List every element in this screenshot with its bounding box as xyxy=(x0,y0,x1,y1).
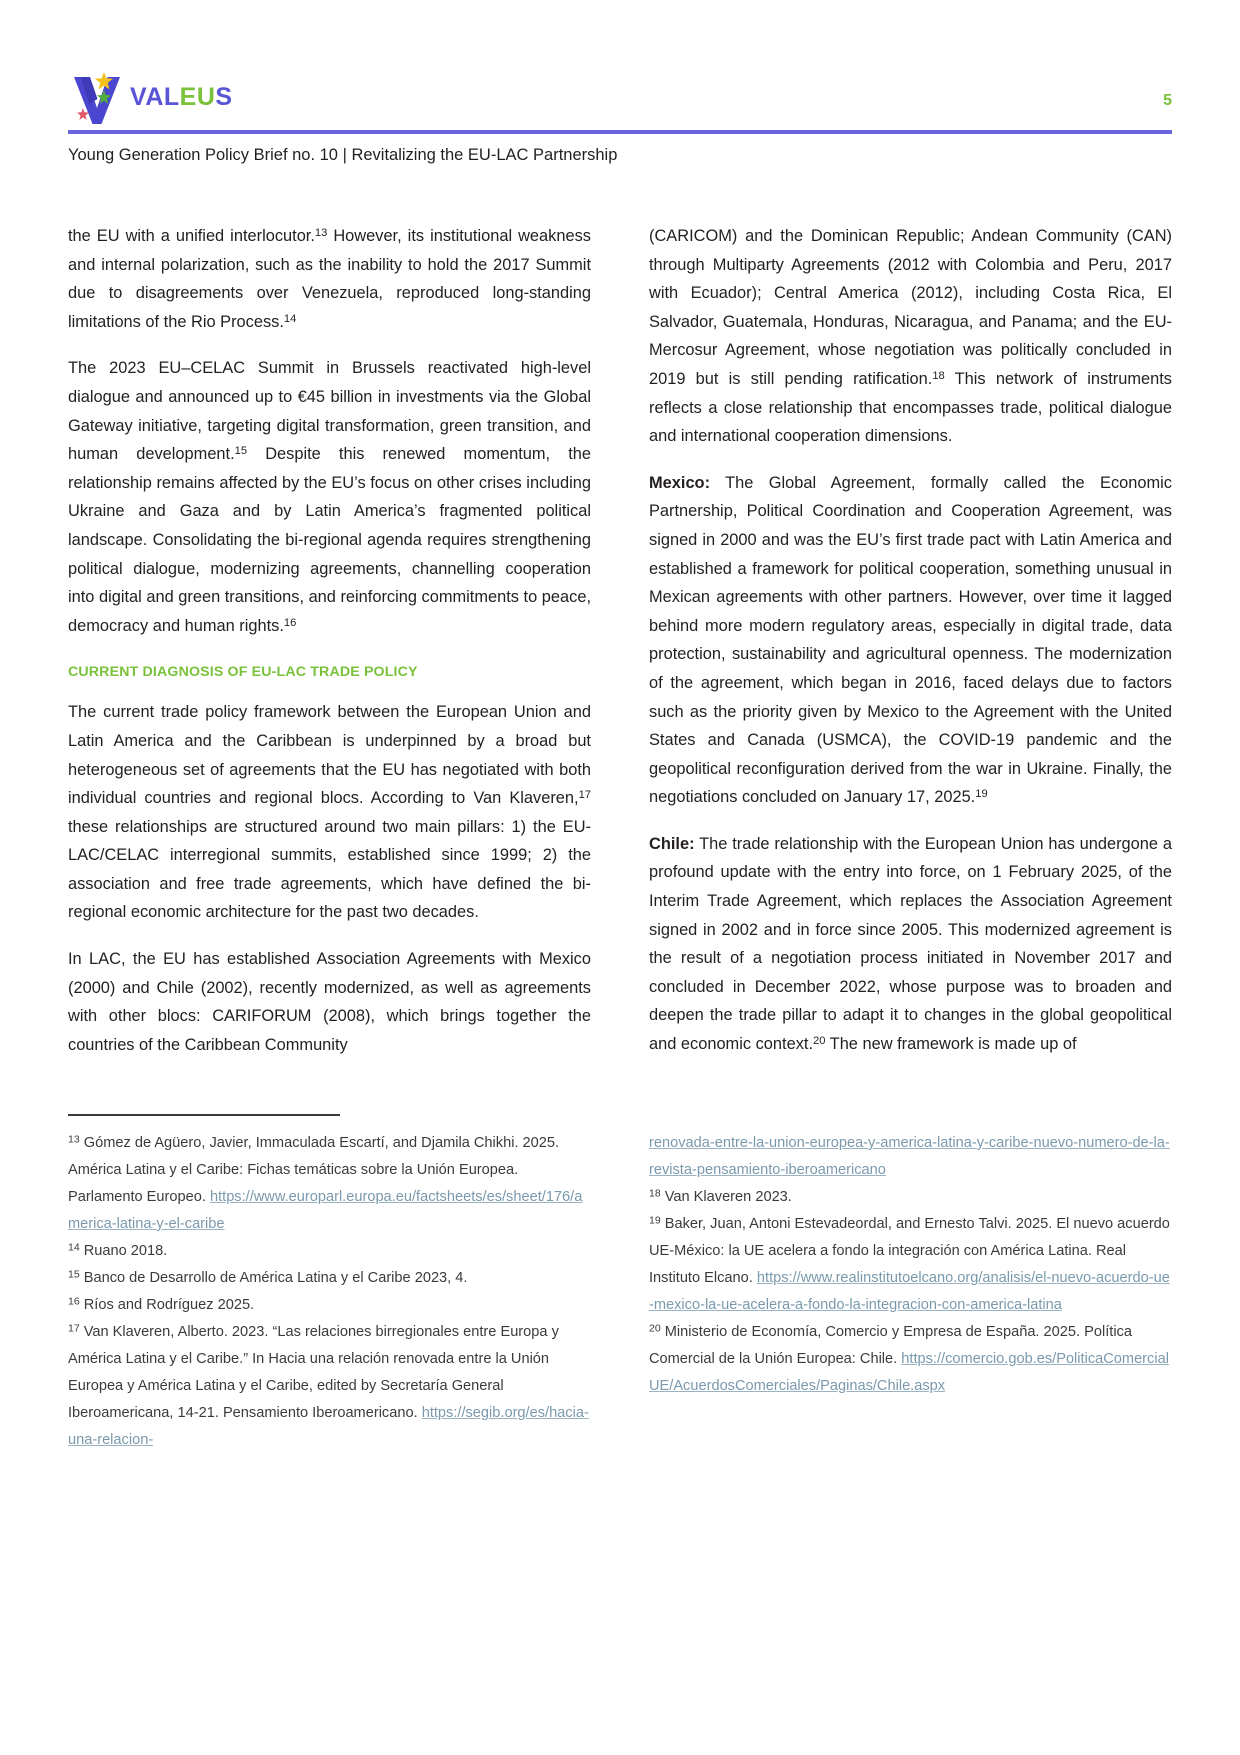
body-paragraph xyxy=(68,222,591,336)
right-column xyxy=(649,222,1172,1092)
text-run: This network of instruments reflects a close relationship that encompasses trade, political dialogue and international cooperation dimensions. xyxy=(649,369,1172,446)
body-paragraph xyxy=(68,354,591,640)
footnotes-right-column xyxy=(649,1108,1172,1454)
body-paragraph xyxy=(68,945,591,1059)
citation-link[interactable]: https://segib.org/es/hacia-una-relacion- xyxy=(68,1405,589,1448)
text-run: Baker, Juan, Antoni Estevadeordal, and Ernesto Talvi. 2025. El nuevo acuerdo UE-México: la UE acelera a fondo la integración con América Latina. Real Instituto Elcano. xyxy=(649,1216,1170,1286)
text-run: The Global Agreement, formally called the Economic Partnership, Political Coordination and Cooperation Agreement, was signed in 2000 and was the EU’s first trade pact with Latin America and established a framework for political cooperation, something unusual in Mexican agreements with other partners. However, over time it lagged behind more modern regulatory areas, especially in digital trade, data protection, sustainability and agricultural openness. The modernization of the agreement, which began in 2016, faced delays due to factors such as the priority given by Mexico to the Agreement with the United States and Canada (USMCA), the COVID-19 pandemic and the geopolitical reconfiguration derived from the war in Ukraine. Finally, the negotiations concluded on January 17, 2025. xyxy=(649,473,1172,807)
left-column xyxy=(68,222,591,1092)
citation-link[interactable]: renovada-entre-la-union-europea-y-america-latina-y-caribe-nuevo-numero-de-la-revista-pensamiento-iberoamericano xyxy=(649,1135,1170,1178)
footnote-reference: 20 xyxy=(813,1035,826,1048)
text-run: Van Klaveren, Alberto. 2023. “Las relaciones birregionales entre Europa y América Latina y el Caribe.” In Hacia una relación renovada entre la Unión Europea y América Latina y el Caribe, edited by Secretaría General Iberoamericana, 14-21. Pensamiento Iberoamericano. xyxy=(68,1324,559,1421)
footnote-entry xyxy=(649,1130,1172,1184)
text-run: The current trade policy framework between the European Union and Latin America and the Caribbean is underpinned by a broad but heterogeneous set of agreements that the EU has negotiated with both individual countries and regional blocs. According to Van Klaveren, xyxy=(68,703,591,808)
footnote-reference: 17 xyxy=(578,789,591,802)
text-run: The new framework is made up of xyxy=(825,1035,1077,1054)
text-run: these relationships are structured around two main pillars: 1) the EU-LAC/CELAC interregional summits, established since 1999; 2) the association and free trade agreements, which have defined the bi-regional economic architecture for the past two decades. xyxy=(68,817,591,922)
body-columns xyxy=(68,222,1172,1092)
footnote-reference: 14 xyxy=(68,1241,80,1254)
footnote-entry xyxy=(649,1211,1172,1319)
footnote-reference: 15 xyxy=(68,1268,80,1281)
footnote-reference: 13 xyxy=(314,226,328,239)
text-run: (CARICOM) and the Dominican Republic; Andean Community (CAN) through Multiparty Agreements (2012 with Colombia and Peru, 2017 with Ecuador); Central America (2012), including Costa Rica, El Salvador, Guatemala, Honduras, Nicaragua, and Panama; and the EU-Mercosur Agreement, whose negotiation was politically concluded in 2019 but is still pending ratification. xyxy=(649,227,1172,388)
logo-text-eu: EU xyxy=(179,82,216,111)
text-run: Ruano 2018. xyxy=(79,1243,168,1259)
right-column-paragraphs xyxy=(649,222,1172,1059)
footnote-reference: 15 xyxy=(234,445,248,458)
body-paragraph xyxy=(649,469,1172,812)
footnote-reference: 17 xyxy=(68,1322,80,1335)
paragraph-runin-label: Chile: xyxy=(649,834,695,853)
valeus-v-logo-icon xyxy=(68,68,126,126)
page-number: 5 xyxy=(1163,92,1172,109)
body-paragraph xyxy=(649,222,1172,451)
paragraph-runin-label: Mexico: xyxy=(649,473,711,492)
text-run: Banco de Desarrollo de América Latina y el Caribe 2023, 4. xyxy=(79,1270,468,1286)
section-heading: CURRENT DIAGNOSIS OF EU-LAC TRADE POLICY xyxy=(68,664,418,681)
footnote-list-left xyxy=(68,1130,591,1454)
body-paragraph xyxy=(649,830,1172,1059)
citation-link[interactable]: https://comercio.gob.es/PoliticaComercialUE/AcuerdosComerciales/Paginas/Chile.aspx xyxy=(649,1351,1169,1394)
logo-text-s: S xyxy=(215,82,233,111)
footnote-reference: 19 xyxy=(649,1214,661,1227)
footnote-entry xyxy=(68,1238,591,1265)
left-column-paragraphs-before-heading xyxy=(68,222,591,640)
page-header xyxy=(68,66,1172,136)
citation-link[interactable]: https://www.europarl.europa.eu/factsheets/es/sheet/176/america-latina-y-el-caribe xyxy=(68,1189,583,1232)
text-run: Despite this renewed momentum, the relationship remains affected by the EU’s focus on other crises including Ukraine and Gaza and by Latin America’s fragmented political landscape. Consolidating the bi-regional agenda requires strengthening political dialogue, modernizing agreements, channelling cooperation into digital and green transitions, and reinforcing commitments to peace, democracy and human rights. xyxy=(68,445,591,635)
footnote-list-right xyxy=(649,1130,1172,1400)
text-run: Van Klaveren 2023. xyxy=(660,1189,792,1205)
running-title: Young Generation Policy Brief no. 10 | Revitalizing the EU-LAC Partnership xyxy=(68,146,618,164)
footnote-reference: 18 xyxy=(932,369,945,382)
citation-link[interactable]: https://www.realinstitutoelcano.org/analisis/el-nuevo-acuerdo-ue-mexico-la-ue-acelera-a-fondo-la-integracion-con-america-latina xyxy=(649,1270,1170,1313)
body-paragraph xyxy=(68,698,591,927)
header-divider xyxy=(68,130,1172,134)
footnote-entry xyxy=(68,1130,591,1238)
valeus-logo-text xyxy=(130,82,233,111)
footnotes-left-column xyxy=(68,1108,591,1454)
text-run: The 2023 EU–CELAC Summit in Brussels reactivated high-level dialogue and announced up to €45 billion in investments via the Global Gateway initiative, targeting digital transformation, green transition, and human development. xyxy=(68,359,591,464)
footnote-entry xyxy=(649,1184,1172,1211)
text-run: However, its institutional weakness and internal polarization, such as the inability to hold the 2017 Summit due to disagreements over Venezuela, reproduced long-standing limitations of the Rio Process. xyxy=(68,227,591,331)
footnote-reference: 14 xyxy=(283,312,297,325)
valeus-logo xyxy=(68,66,233,128)
footnote-entry xyxy=(68,1292,591,1319)
footnote-entry xyxy=(68,1265,591,1292)
footnote-entry xyxy=(68,1319,591,1454)
left-column-paragraphs-after-heading xyxy=(68,698,591,1059)
logo-text-val: VAL xyxy=(130,82,180,111)
text-run: The trade relationship with the European Union has undergone a profound update with the entry into force, on 1 February 2025, of the Interim Trade Agreement, which replaces the Association Agreement signed in 2002 and in force since 2005. This modernized agreement is the result of a negotiation process initiated in November 2017 and concluded in December 2022, whose purpose was to broaden and deepen the trade pillar to adapt it to changes in the global geopolitical and economic context. xyxy=(649,834,1172,1054)
footnote-reference: 16 xyxy=(283,616,297,629)
footnote-reference: 13 xyxy=(68,1133,80,1146)
text-run: Gómez de Agüero, Javier, Immaculada Escartí, and Djamila Chikhi. 2025. América Latina y el Caribe: Fichas temáticas sobre la Unión Europea. Parlamento Europeo. xyxy=(68,1135,560,1205)
footnote-reference: 18 xyxy=(649,1187,661,1200)
text-run: the EU with a unified interlocutor. xyxy=(68,227,315,245)
text-run: In LAC, the EU has established Association Agreements with Mexico (2000) and Chile (2002), recently modernized, as well as agreements with other blocs: CARIFORUM (2008), which brings together the countries of the Caribbean Community xyxy=(68,950,591,1054)
footnote-reference: 20 xyxy=(649,1322,661,1335)
text-run: Ríos and Rodríguez 2025. xyxy=(79,1297,255,1313)
footnotes-region xyxy=(68,1108,1172,1454)
text-run: Ministerio de Economía, Comercio y Empresa de España. 2025. Política Comercial de la Unión Europea: Chile. xyxy=(649,1324,1132,1367)
footnote-reference: 16 xyxy=(68,1295,80,1308)
footnote-entry xyxy=(649,1319,1172,1400)
footnote-reference: 19 xyxy=(975,788,988,801)
